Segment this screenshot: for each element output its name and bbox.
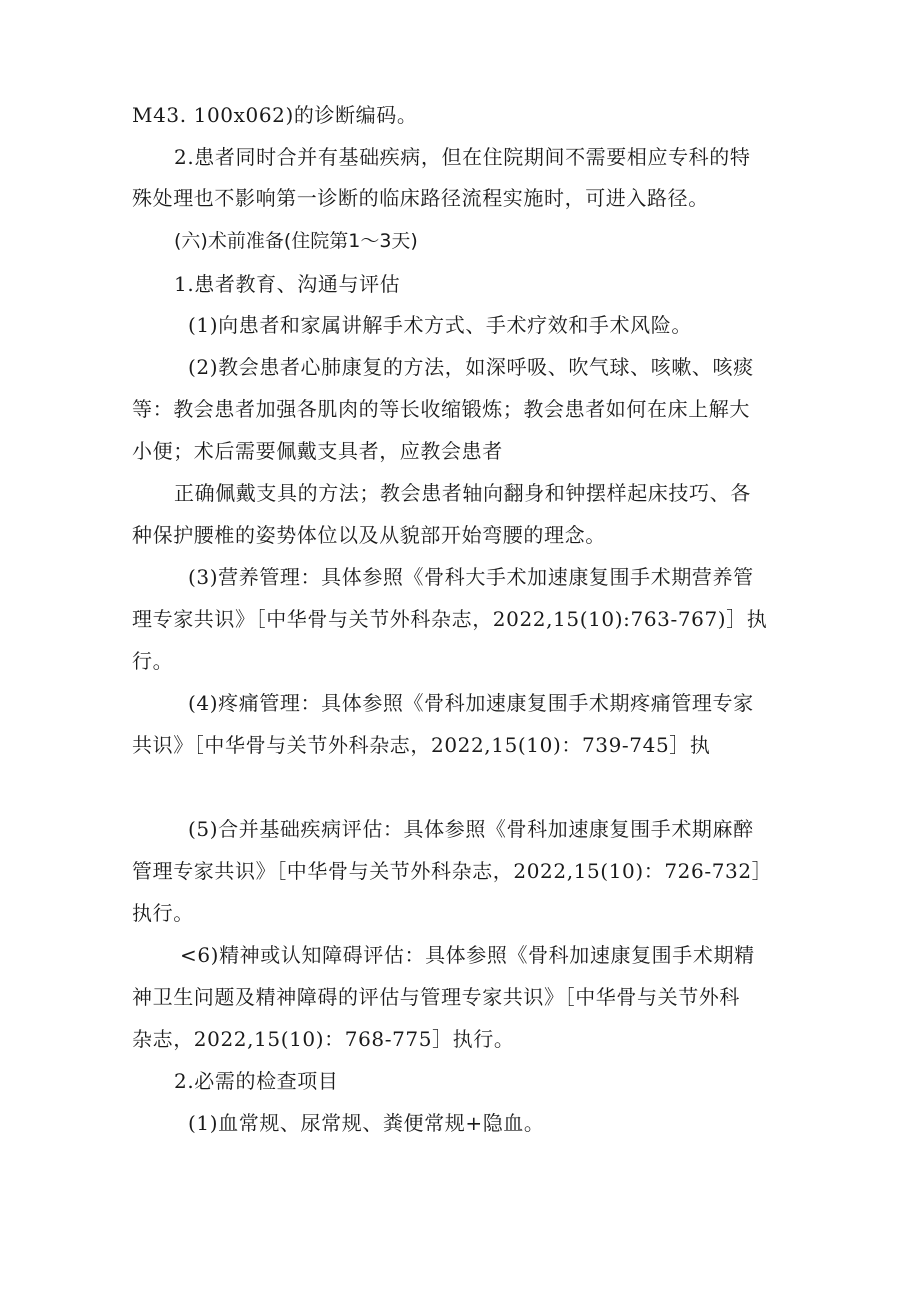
text-line: 行。: [132, 649, 174, 673]
text-line: (1)血常规、尿常规、粪便常规+隐血。: [188, 1111, 545, 1135]
text-line: 管理专家共识》［中华骨与关节外科杂志，2022,15(10)：726-732］: [132, 859, 773, 883]
text-line: 神卫生问题及精神障碍的评估与管理专家共识》［中华骨与关节外科: [132, 985, 740, 1009]
text-line: 2.患者同时合并有基础疾病，但在住院期间不需要相应专科的特: [174, 145, 751, 169]
text-line: 执行。: [132, 901, 194, 925]
subsection-heading: 2.必需的检查项目: [174, 1069, 339, 1093]
text-line: 等：教会患者加强各肌肉的等长收缩锻炼；教会患者如何在床上解大: [132, 397, 750, 421]
text-line: 种保护腰椎的姿势体位以及从貌部开始弯腰的理念。: [132, 523, 606, 547]
text-line: <6)精神或认知障碍评估：具体参照《骨科加速康复围手术期精: [180, 943, 755, 967]
text-line: M43. 100x062)的诊断编码。: [132, 103, 418, 127]
text-line: 理专家共识》［中华骨与关节外科杂志，2022,15(10):763-767)］执: [132, 607, 768, 631]
text-line: (5)合并基础疾病评估：具体参照《骨科加速康复围手术期麻醉: [188, 817, 754, 841]
text-line: 殊处理也不影响第一诊断的临床路径流程实施时，可进入路径。: [132, 186, 709, 210]
section-heading: (六)术前准备(住院第1〜3天): [174, 230, 418, 252]
text-line: (1)向患者和家属讲解手术方式、手术疗效和手术风险。: [188, 313, 692, 337]
text-line: 小便；术后需要佩戴支具者，应教会患者: [132, 439, 503, 463]
text-line: 杂志，2022,15(10)：768-775］执行。: [132, 1027, 515, 1051]
text-line: 共识》［中华骨与关节外科杂志，2022,15(10)：739-745］执: [132, 733, 711, 757]
text-line: 正确佩戴支具的方法；教会患者轴向翻身和钟摆样起床技巧、各: [174, 481, 751, 505]
text-line: (2)教会患者心肺康复的方法，如深呼吸、吹气球、咳嗽、咳痰: [188, 355, 754, 379]
text-line: (3)营养管理：具体参照《骨科大手术加速康复围手术期营养管: [188, 565, 754, 589]
text-line: (4)疼痛管理：具体参照《骨科加速康复围手术期疼痛管理专家: [188, 691, 754, 715]
subsection-heading: 1.患者教育、沟通与评估: [174, 272, 401, 296]
